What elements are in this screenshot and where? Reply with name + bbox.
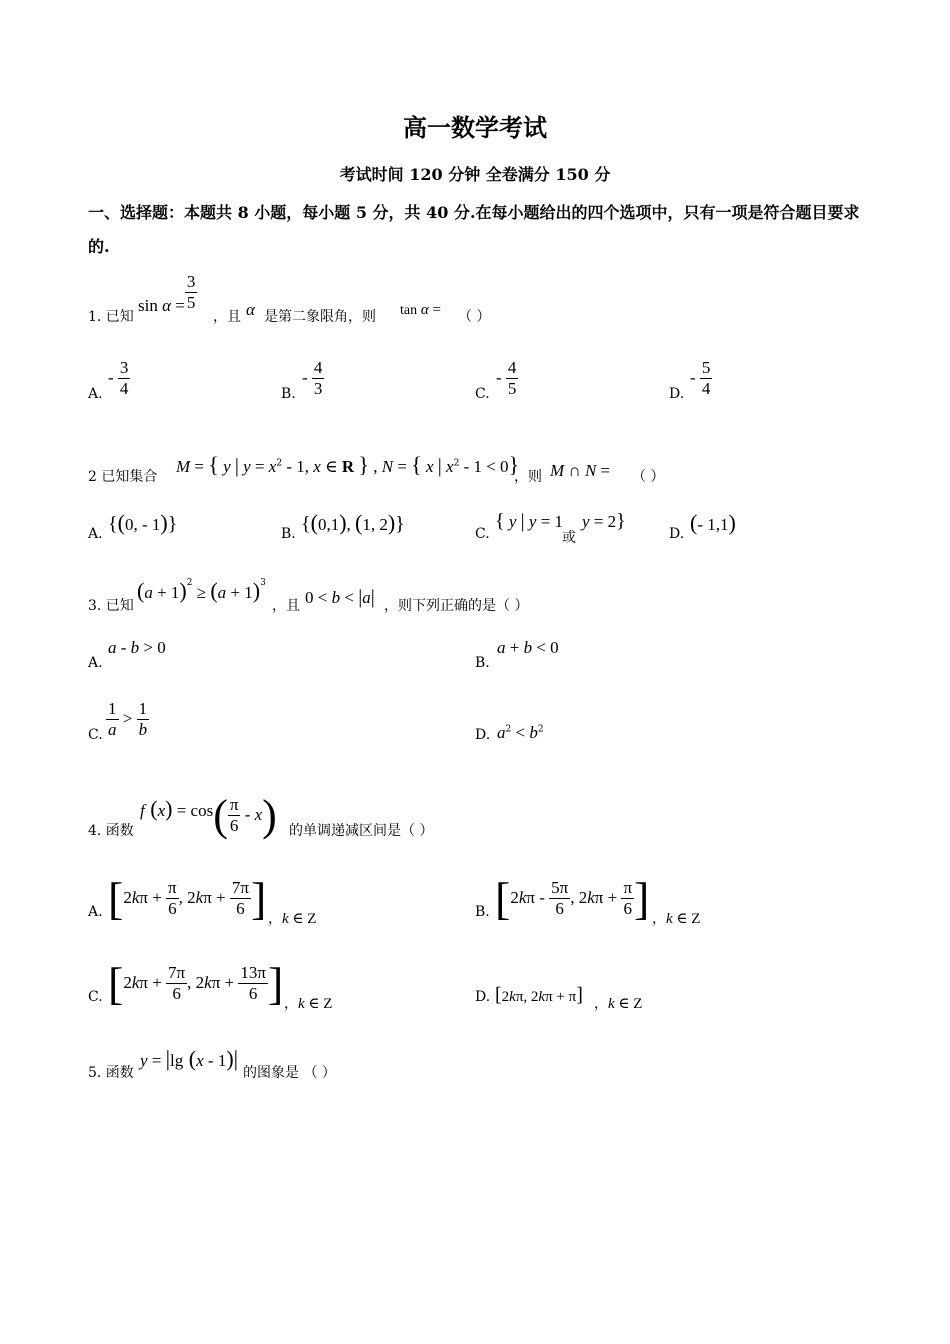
q4-option-c-label: C.: [88, 989, 103, 1005]
q1-suffix: （ ）: [458, 309, 491, 325]
q3-inequality: $(a + 1)^2 \ge (a + 1)^3$: [137, 578, 266, 603]
q2-intersection: M ∩ N =: [550, 461, 611, 480]
q3-mid: ，且: [272, 598, 300, 614]
q1-prefix: 1. 已知: [88, 309, 134, 325]
q3-option-b: a + b < 0: [497, 638, 559, 657]
q2-set-formula: M = { y | $y = x^2 - 1$, x ∈ R } , N = { x | $x^2 - 1 < 0$}: [176, 452, 520, 477]
q1-mid2: 是第二象限角，则: [264, 309, 376, 325]
q4-option-b: [2kπ - $\frac{5\pi}{6}$ , 2kπ + $\frac{\pi}{6}$ ]: [495, 873, 650, 924]
q4-option-a-kz: ，k ∈ Z: [268, 911, 317, 927]
q2-option-c: { y | y = 1: [495, 510, 564, 532]
q1-option-c-label: C.: [475, 386, 490, 402]
q2-option-c-tail: y = 2}: [582, 510, 626, 532]
q3-option-d: $a^2 < b^2$: [497, 723, 544, 742]
q1-option-a: - $\frac{3}{4}$: [108, 358, 129, 398]
q1-mid: ，且: [213, 309, 241, 325]
q2-option-a-label: A.: [88, 526, 103, 542]
q4-prefix: 4. 函数: [88, 823, 134, 839]
q5-function: y = |lg (x - 1)|: [140, 1046, 239, 1071]
q3-suffix: ，则下列正确的是（ ）: [384, 598, 529, 614]
q4-option-d-kz: ，k ∈ Z: [594, 996, 643, 1012]
q4-option-c: [2kπ + $\frac{7\pi}{6}$ , 2kπ + $\frac{13\pi}{6}$ ]: [108, 958, 284, 1009]
q1-option-b: - $\frac{4}{3}$: [302, 358, 323, 398]
q3-option-b-label: B.: [475, 655, 490, 671]
q1-sin-formula: sin α = $\frac{3}{5}$: [138, 272, 196, 315]
q3-prefix: 3. 已知: [88, 598, 134, 614]
exam-subtitle: 考试时间 120 分钟 全卷满分 150 分: [339, 165, 611, 184]
q1-tan: tan α =: [400, 302, 441, 318]
q3-option-d-label: D.: [475, 727, 491, 743]
q1-option-d-label: D.: [669, 386, 685, 402]
q2-suffix: ，则: [514, 469, 542, 485]
q1-option-b-label: B.: [281, 386, 296, 402]
q4-function: f (x) = cos( $\frac{\pi}{6}$ - x): [140, 791, 277, 840]
section-heading: 一、选择题：本题共 8 小题，每小题 5 分，共 40 分.在每小题给出的四个选项中，只有一项是符合题目要求的.: [88, 203, 860, 256]
q5-prefix: 5. 函数: [88, 1065, 134, 1081]
q5-suffix: 的图象是 （ ）: [243, 1065, 336, 1081]
q3-option-c-label: C.: [88, 727, 103, 743]
q1-alpha: α: [246, 300, 255, 319]
q2-option-d-label: D.: [669, 526, 685, 542]
q2-option-c-or: 或: [562, 530, 576, 546]
q4-option-d-label: D.: [475, 989, 491, 1005]
q4-option-a-label: A.: [88, 904, 103, 920]
q2-tail: （ ）: [632, 469, 665, 485]
q2-option-b: {(0,1), (1, 2)}: [301, 510, 405, 535]
q3-option-a: a - b > 0: [108, 638, 166, 657]
q1-option-d: - $\frac{5}{4}$: [690, 358, 711, 398]
q4-suffix: 的单调递减区间是（ ）: [289, 823, 434, 839]
q4-option-c-kz: ，k ∈ Z: [284, 996, 333, 1012]
q3-condition: 0 < b < |a|: [305, 586, 375, 608]
q4-option-a: [2kπ + $\frac{\pi}{6}$ , 2kπ + $\frac{7\pi}{6}$ ]: [108, 873, 267, 924]
q4-option-d: [2kπ, 2kπ + π]: [495, 984, 583, 1006]
q4-option-b-kz: ，k ∈ Z: [652, 911, 701, 927]
q2-prefix: 2 已知集合: [88, 469, 158, 485]
q2-option-b-label: B.: [281, 526, 296, 542]
q4-option-b-label: B.: [475, 904, 490, 920]
exam-title: 高一数学考试: [403, 113, 547, 142]
q2-option-c-label: C.: [475, 526, 490, 542]
q2-option-d: (- 1,1): [690, 510, 736, 535]
q3-option-a-label: A.: [88, 655, 103, 671]
q2-option-a: {(0, - 1)}: [108, 510, 178, 535]
q3-option-c: $\frac{1}{a}$ > $\frac{1}{b}$: [108, 699, 148, 739]
q1-option-a-label: A.: [88, 386, 103, 402]
q1-option-c: - $\frac{4}{5}$: [496, 358, 517, 398]
